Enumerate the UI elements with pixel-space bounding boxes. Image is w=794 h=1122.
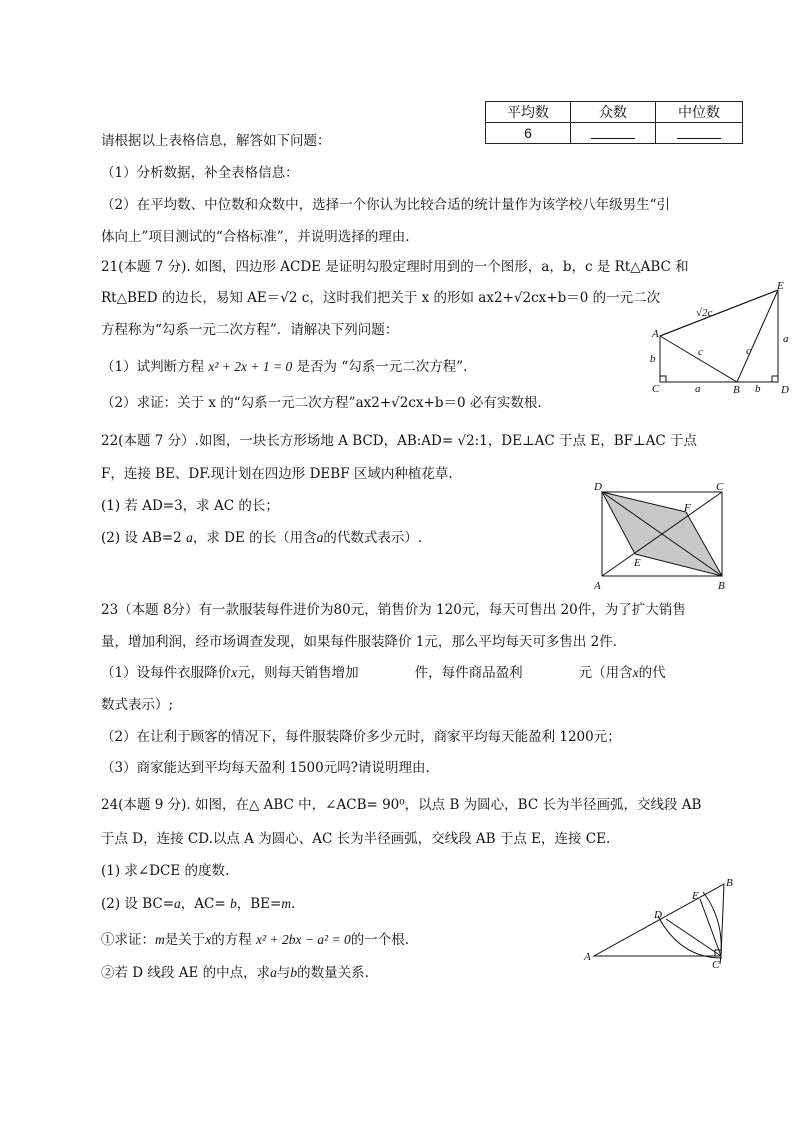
label-A: A	[594, 580, 601, 592]
q22-line: (1) 若 AD=3，求 AC 的长；	[101, 498, 279, 514]
text-line: （2）在平均数、中位数和众数中，选择一个你认为比较合适的统计量作为该学校八年级男生“引	[101, 197, 670, 213]
table-header: 众数	[571, 102, 656, 123]
figure-24	[582, 872, 742, 972]
q24-line: ①求证：m是关于x的方程 x² + 2bx − a² = 0的一个根.	[101, 932, 410, 948]
label-F: F	[684, 502, 691, 514]
text-line: 体向上”项目测试的“合格标准”，并说明选择的理由.	[101, 229, 410, 245]
q24-line: ②若 D 线段 AE 的中点，求a与b的数量关系.	[101, 965, 369, 981]
label-E: E	[692, 890, 699, 902]
label-B: B	[718, 580, 725, 592]
q22-line: F，连接 BE、DF.现计划在四边形 DEBF 区域内种植花草.	[101, 466, 453, 482]
label-a: a	[695, 383, 701, 395]
q22-line: (2) 设 AB=2 a，求 DE 的长（用含a的代数式表示）.	[101, 530, 423, 546]
label-b: b	[755, 383, 761, 395]
label-C: C	[652, 383, 660, 395]
figure-21	[640, 280, 794, 400]
answer-blank	[591, 124, 635, 139]
label-A: A	[584, 951, 591, 963]
label-b: b	[650, 353, 656, 365]
label-c: c	[746, 345, 751, 357]
answer-blank	[677, 124, 721, 139]
q24-line: 于点 D，连接 CD.以点 A 为圆心、AC 长为半径画弧，交线段 AB 于点 E，连接 CE.	[101, 831, 611, 847]
q24-line: 24(本题 9 分). 如图，在△ ABC 中，∠ACB= 90⁰，以点 B 为圆心，BC 长为半径画弧，交线段 AB	[101, 797, 702, 813]
table-cell-mode	[571, 123, 656, 144]
label-a: a	[783, 333, 789, 345]
table-header: 中位数	[656, 102, 743, 123]
label-c: c	[698, 346, 703, 358]
label-D: D	[781, 384, 789, 396]
table-header: 平均数	[486, 102, 571, 123]
equation: x² + 2bx − a² = 0	[256, 932, 351, 947]
table-cell-median	[656, 123, 743, 144]
label-E: E	[777, 280, 784, 292]
stat-table	[485, 101, 743, 144]
text-line: 请根据以上表格信息，解答如下问题：	[101, 133, 331, 149]
label-C: C	[716, 481, 724, 493]
q22-line: 22(本题 7 分）.如图，一块长方形场地 A BCD，AB:AD= √2:1，DE⊥AC 于点 E，BF⊥AC 于点	[101, 433, 698, 449]
figure-22	[588, 478, 738, 596]
table-cell-mean: 6	[486, 123, 571, 144]
q21-line: （1）试判断方程 x² + 2x + 1 = 0 是否为 “勾系一元二次方程”.	[101, 359, 468, 375]
label-root2c: √2c	[696, 307, 713, 319]
q23-line: （1）设每件衣服降价x元，则每天销售增加 件，每件商品盈利 元（用含x的代	[101, 665, 666, 681]
label-D: D	[654, 909, 662, 921]
q21-line: 21(本题 7 分). 如图，四边形 ACDE 是证明勾股定理时用到的一个图形，a，b，c 是 Rt△ABC 和	[101, 259, 689, 275]
q21-line: 方程称为“勾系一元二次方程”．请解决下列问题：	[101, 322, 399, 338]
q23-line: （2）在让利于顾客的情况下，每件服装降价多少元时，商家平均每天能盈利 1200元；	[101, 729, 621, 745]
label-A: A	[652, 328, 659, 340]
q23-line: 量，增加利润，经市场调查发现，如果每件服装降价 1元，那么平均每天可多售出 2件.	[101, 634, 618, 650]
q21-line: （2）求证：关于 x 的“勾系一元二次方程”ax2+√2cx+b＝0 必有实数根.	[101, 395, 542, 411]
text-line: （1）分析数据，补全表格信息：	[101, 165, 299, 181]
q23-line: 23（本题 8分）有一款服装每件进价为80元，销售价为 120元，每天可售出 20件，为了扩大销售	[101, 602, 686, 618]
label-E: E	[634, 557, 641, 569]
q21-line: Rt△BED 的边长，易知 AE＝√2 c，这时我们把关于 x 的形如 ax2+√2cx+b＝0 的一元二次	[101, 290, 661, 306]
equation: x² + 2x + 1 = 0	[208, 359, 293, 374]
q24-line: (1) 求∠DCE 的度数.	[101, 863, 230, 879]
label-D: D	[594, 481, 602, 493]
label-B: B	[726, 877, 733, 889]
label-B: B	[733, 384, 740, 396]
label-C: C	[712, 959, 720, 971]
q23-line: 数式表示）;	[101, 697, 174, 713]
q24-line: (2) 设 BC=a，AC= b，BE=m.	[101, 896, 296, 912]
q23-line: （3）商家能达到平均每天盈利 1500元吗?请说明理由.	[101, 760, 430, 776]
